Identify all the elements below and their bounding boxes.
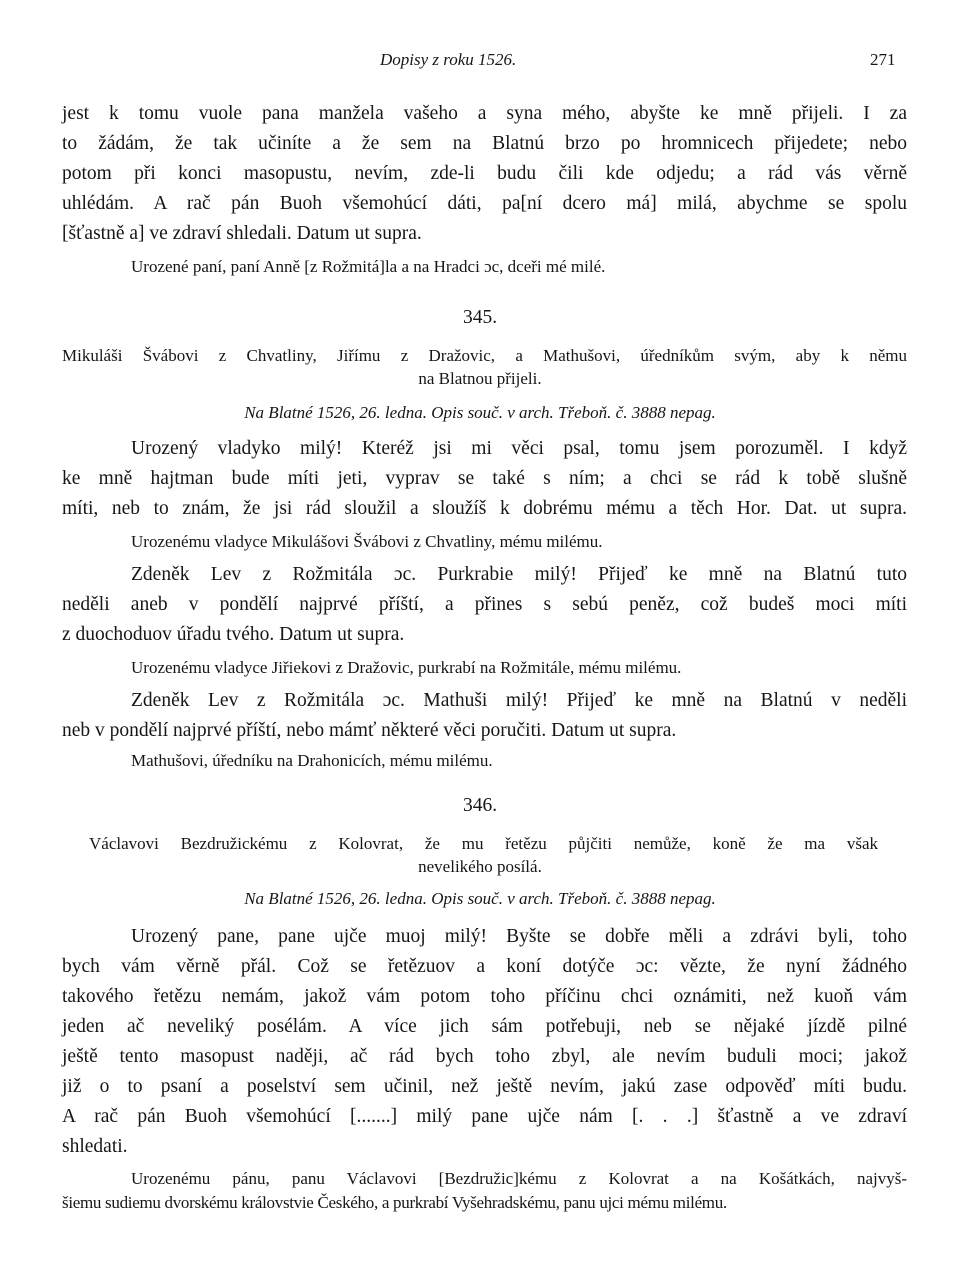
letter-address: Urozenému pánu, panu Václavovi [Bezdružic]kému z Kolovrat a na Košátkách, najvyš- [131,1169,907,1188]
letter-body-line: takového řetězu nemám, jakož vám potom toho příčinu chci oznámiti, než kuoň vám [62,986,907,1007]
intro-line: [šťastně a] ve zdraví shledali. Datum ut supra. [62,223,422,244]
page-number: 271 [870,50,896,69]
intro-line: to žádám, že tak učiníte a že sem na Blatnú brzo po hromnicech přijedete; nebo [62,133,907,154]
intro-line: uhlédám. A rač pán Buoh všemohúcí dáti, pa[ní dcero má] milá, abychme se spolu [62,193,907,214]
letter-body-line: jeden ač neveliký posélám. A více jich sám potřebuji, neb se nějaké jízdě pilné [62,1016,907,1037]
letter-address: Urozenému vladyce Mikulášovi Švábovi z Chvatliny, mému milému. [131,532,603,551]
letter-body-line: ještě tento masopust naději, ač rád bych toho zbyl, ale nevím buduli moci; jakož [62,1046,907,1067]
running-header-title: Dopisy z roku 1526. [380,50,517,69]
letter-body-line: A rač pán Buoh všemohúcí [.......] milý pane ujče nám [. . .] šťastně a ve zdraví [62,1106,907,1127]
letter-body-line: shledati. [62,1136,128,1157]
letter-source: Na Blatné 1526, 26. ledna. Opis souč. v arch. Třeboň. č. 3888 nepag. [244,889,716,908]
letter-body-line: Zdeněk Lev z Rožmitála ɔc. Purkrabie milý! Přijeď ke mně na Blatnú tuto [131,564,907,585]
letter-summary: nevelikého posílá. [418,857,542,876]
letter-body-line: míti, neb to znám, že jsi rád sloužil a sloužíš k dobrému mému a těch Hor. Dat. ut supra. [62,498,907,519]
letter-address: Urozenému vladyce Jiřiekovi z Dražovic, purkrabí na Rožmitále, mému milému. [131,658,682,677]
intro-line: potom při konci masopustu, nevím, zde-li budu čili kde odjedu; a rád vás věrně [62,163,907,184]
letter-summary: Mikuláši Švábovi z Chvatliny, Jiřímu z Dražovic, a Mathušovi, úředníkům svým, aby k němu [62,346,907,365]
letter-address: Mathušovi, úředníku na Drahonicích, mému milému. [131,751,493,770]
letter-body-line: neděli aneb v pondělí najprvé příští, a přines s sebú peněz, což budeš moci míti [62,594,907,615]
letter-body-line: bych vám věrně přál. Což se řetězuov a koní dotýče ɔc: vězte, že nyní žádného [62,956,907,977]
letter-source: Na Blatné 1526, 26. ledna. Opis souč. v arch. Třeboň. č. 3888 nepag. [244,403,716,422]
letter-body-line: Zdeněk Lev z Rožmitála ɔc. Mathuši milý! Přijeď ke mně na Blatnú v neděli [131,690,907,711]
letter-body-line: Urozený pane, pane ujče muoj milý! Byšte se dobře měli a zdrávi byli, toho [131,926,907,947]
letter-body-line: již o to psaní a poselství sem učinil, než ještě nevím, jakú zase odpověď míti budu. [62,1076,907,1097]
letter-body-line: neb v pondělí najprvé příští, nebo mámť některé věci poručiti. Datum ut supra. [62,720,677,741]
letter-body-line: ke mně hajtman bude míti jeti, vyprav se také s ním; a chci se rád k tobě slušně [62,468,907,489]
letter-number: 345. [462,307,498,328]
letter-body-line: z duochoduov úřadu tvého. Datum ut supra. [62,624,405,645]
letter-address: šiemu sudiemu dvorskému královstvie Českého, a purkrabí Vyšehradskému, panu ujci mému milému. [62,1193,727,1212]
letter-number: 346. [462,795,498,816]
intro-address: Urozené paní, paní Anně [z Rožmitá]la a na Hradci ɔc, dceři mé milé. [131,257,606,276]
letter-summary: Václavovi Bezdružickému z Kolovrat, že mu řetězu půjčiti nemůže, koně že ma však [89,834,878,853]
intro-line: jest k tomu vuole pana manžela vašeho a syna mého, abyšte ke mně přijeli. I za [62,103,907,124]
letter-summary: na Blatnou přijeli. [418,369,542,388]
letter-body-line: Urozený vladyko milý! Kteréž jsi mi věci psal, tomu jsem porozuměl. I když [131,438,907,459]
